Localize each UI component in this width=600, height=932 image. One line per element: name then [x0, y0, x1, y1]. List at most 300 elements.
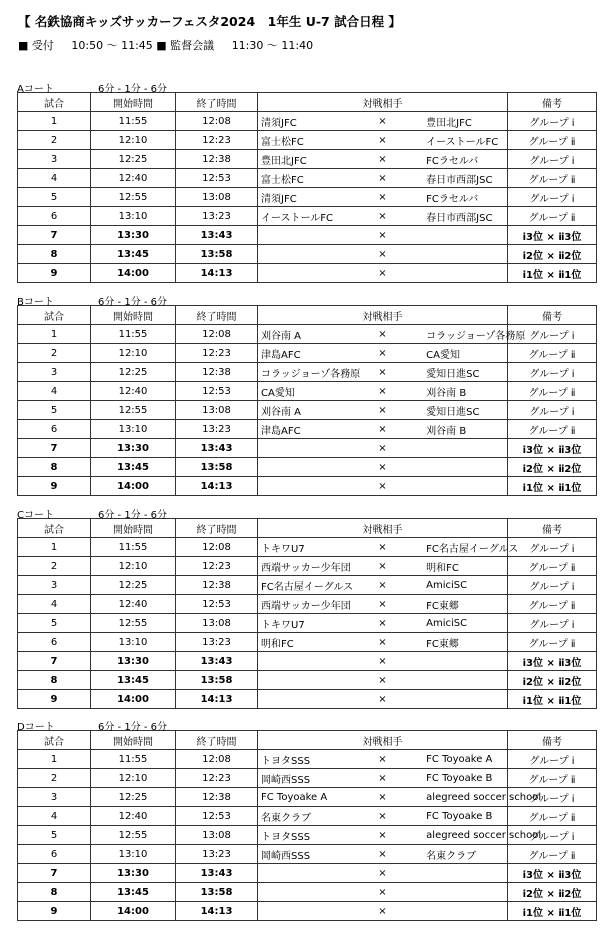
end-time: 12:08	[176, 325, 258, 344]
match-number: 8	[18, 245, 91, 264]
start-time: 12:40	[91, 595, 176, 614]
table-row	[18, 245, 597, 264]
match-number: 1	[18, 750, 91, 769]
table-row	[18, 671, 597, 690]
match-number: 6	[18, 633, 91, 652]
court-heading	[17, 80, 597, 95]
end-time: 13:08	[176, 401, 258, 420]
versus-mark: ×	[341, 169, 424, 188]
start-time: 12:55	[91, 826, 176, 845]
table-row	[18, 188, 597, 207]
versus-mark: ×	[341, 264, 424, 283]
header-notes: 備考	[508, 306, 597, 325]
versus-mark: ×	[341, 477, 424, 496]
table-row	[18, 226, 597, 245]
end-time: 13:43	[176, 226, 258, 245]
versus-mark: ×	[341, 207, 424, 226]
away-team	[424, 264, 507, 283]
match-number: 9	[18, 902, 91, 921]
match-number: 4	[18, 595, 91, 614]
start-time: 13:45	[91, 458, 176, 477]
end-time: 13:43	[176, 652, 258, 671]
home-team: 清須JFC	[258, 112, 341, 131]
start-time: 14:00	[91, 477, 176, 496]
end-time: 13:58	[176, 671, 258, 690]
court-format: 6分 - 1分 - 6分	[98, 84, 168, 95]
note-cell: グループ ⅱ	[508, 769, 597, 788]
home-team: FC名古屋イーグルス	[258, 576, 341, 595]
versus-mark: ×	[341, 420, 424, 439]
home-team	[258, 458, 341, 477]
note-cell: グループ ⅰ	[508, 788, 597, 807]
away-team	[424, 439, 507, 458]
versus-mark: ×	[341, 769, 424, 788]
away-team: 春日市西部JSC	[424, 207, 507, 226]
note-cell: ⅰ3位 × ⅱ3位	[508, 226, 597, 245]
away-team: 名東クラブ	[424, 845, 507, 864]
match-number: 9	[18, 477, 91, 496]
versus-mark: ×	[341, 690, 424, 709]
start-time: 12:25	[91, 788, 176, 807]
table-row	[18, 131, 597, 150]
table-row	[18, 826, 597, 845]
table-row	[18, 458, 597, 477]
home-team: 西端サッカー少年団	[258, 557, 341, 576]
away-team: 明和FC	[424, 557, 507, 576]
table-row	[18, 344, 597, 363]
start-time: 13:30	[91, 439, 176, 458]
end-time: 14:13	[176, 690, 258, 709]
note-cell: グループ ⅰ	[508, 188, 597, 207]
away-team: 刈谷南 B	[424, 382, 507, 401]
away-team	[424, 671, 507, 690]
end-time: 13:43	[176, 439, 258, 458]
start-time: 12:55	[91, 188, 176, 207]
note-cell: グループ ⅱ	[508, 382, 597, 401]
table-row	[18, 883, 597, 902]
match-number: 3	[18, 788, 91, 807]
versus-mark: ×	[341, 382, 424, 401]
start-time: 12:40	[91, 169, 176, 188]
home-team: 津島AFC	[258, 344, 341, 363]
note-cell: グループ ⅰ	[508, 112, 597, 131]
schedule-table	[17, 518, 597, 709]
away-team	[424, 226, 507, 245]
header-row	[18, 731, 597, 750]
note-cell: ⅰ1位 × ⅱ1位	[508, 264, 597, 283]
header-notes: 備考	[508, 731, 597, 750]
match-number: 8	[18, 671, 91, 690]
table-row	[18, 595, 597, 614]
away-team: AmiciSC	[424, 614, 507, 633]
end-time: 12:53	[176, 807, 258, 826]
note-cell: グループ ⅰ	[508, 363, 597, 382]
end-time: 13:08	[176, 614, 258, 633]
header-opponents: 対戦相手	[258, 519, 508, 538]
start-time: 12:10	[91, 344, 176, 363]
reception-label: ■ 受付	[18, 39, 54, 52]
match-number: 2	[18, 769, 91, 788]
home-team: イーストールFC	[258, 207, 341, 226]
versus-mark: ×	[341, 131, 424, 150]
match-number: 8	[18, 883, 91, 902]
court-name: Cコート	[17, 510, 54, 521]
note-cell: グループ ⅱ	[508, 131, 597, 150]
schedule-table	[17, 92, 597, 283]
court-name: Bコート	[17, 297, 54, 308]
table-row	[18, 325, 597, 344]
start-time: 11:55	[91, 538, 176, 557]
home-team	[258, 864, 341, 883]
court-section	[17, 80, 597, 283]
table-row	[18, 207, 597, 226]
home-team: 清須JFC	[258, 188, 341, 207]
note-cell: ⅰ1位 × ⅱ1位	[508, 902, 597, 921]
table-row	[18, 169, 597, 188]
end-time: 13:23	[176, 633, 258, 652]
end-time: 14:13	[176, 902, 258, 921]
start-time: 11:55	[91, 112, 176, 131]
header-notes: 備考	[508, 519, 597, 538]
start-time: 12:25	[91, 150, 176, 169]
end-time: 13:23	[176, 207, 258, 226]
away-team	[424, 245, 507, 264]
away-team: コラッジョーゾ各務原	[424, 325, 507, 344]
away-team: FC東郷	[424, 633, 507, 652]
header-match-no: 試合	[18, 306, 91, 325]
versus-mark: ×	[341, 112, 424, 131]
note-cell: ⅰ2位 × ⅱ2位	[508, 883, 597, 902]
match-number: 7	[18, 864, 91, 883]
header-notes: 備考	[508, 93, 597, 112]
note-cell: グループ ⅰ	[508, 750, 597, 769]
page-title: 【 名鉄協商キッズサッカーフェスタ2024 1年生 U-7 試合日程 】	[18, 14, 401, 29]
court-format: 6分 - 1分 - 6分	[98, 297, 168, 308]
away-team: alegreed soccer school	[424, 788, 507, 807]
start-time: 12:25	[91, 576, 176, 595]
meeting-label: ■ 監督会議	[156, 39, 215, 52]
versus-mark: ×	[341, 245, 424, 264]
match-number: 7	[18, 439, 91, 458]
match-number: 1	[18, 325, 91, 344]
end-time: 12:23	[176, 769, 258, 788]
away-team: FCラセルバ	[424, 150, 507, 169]
note-cell: グループ ⅱ	[508, 344, 597, 363]
home-team: FC Toyoake A	[258, 788, 341, 807]
match-number: 2	[18, 131, 91, 150]
schedule-table	[17, 305, 597, 496]
note-cell: グループ ⅰ	[508, 576, 597, 595]
end-time: 13:58	[176, 245, 258, 264]
home-team	[258, 652, 341, 671]
note-cell: ⅰ2位 × ⅱ2位	[508, 458, 597, 477]
header-opponents: 対戦相手	[258, 731, 508, 750]
home-team: 名東クラブ	[258, 807, 341, 826]
table-row	[18, 902, 597, 921]
start-time: 13:10	[91, 207, 176, 226]
home-team: トヨタSSS	[258, 826, 341, 845]
match-number: 2	[18, 344, 91, 363]
end-time: 12:38	[176, 150, 258, 169]
away-team: イーストールFC	[424, 131, 507, 150]
start-time: 13:10	[91, 633, 176, 652]
home-team: トキワU7	[258, 614, 341, 633]
away-team: 刈谷南 B	[424, 420, 507, 439]
match-number: 5	[18, 614, 91, 633]
note-cell: ⅰ3位 × ⅱ3位	[508, 864, 597, 883]
versus-mark: ×	[341, 750, 424, 769]
away-team: alegreed soccer school	[424, 826, 507, 845]
versus-mark: ×	[341, 614, 424, 633]
header-start-time: 開始時間	[91, 306, 176, 325]
end-time: 13:08	[176, 188, 258, 207]
match-number: 5	[18, 188, 91, 207]
info-line	[18, 37, 313, 53]
table-row	[18, 420, 597, 439]
away-team	[424, 652, 507, 671]
home-team: トキワU7	[258, 538, 341, 557]
header-start-time: 開始時間	[91, 93, 176, 112]
court-heading	[17, 293, 597, 308]
note-cell: ⅰ3位 × ⅱ3位	[508, 652, 597, 671]
start-time: 12:55	[91, 401, 176, 420]
table-row	[18, 769, 597, 788]
match-number: 6	[18, 207, 91, 226]
court-heading	[17, 506, 597, 521]
end-time: 12:23	[176, 131, 258, 150]
home-team: トヨタSSS	[258, 750, 341, 769]
note-cell: グループ ⅱ	[508, 595, 597, 614]
start-time: 13:45	[91, 671, 176, 690]
start-time: 13:45	[91, 245, 176, 264]
end-time: 12:23	[176, 344, 258, 363]
home-team: 刈谷南 A	[258, 325, 341, 344]
start-time: 11:55	[91, 325, 176, 344]
versus-mark: ×	[341, 458, 424, 477]
table-row	[18, 750, 597, 769]
away-team	[424, 883, 507, 902]
away-team	[424, 458, 507, 477]
end-time: 12:08	[176, 538, 258, 557]
home-team	[258, 883, 341, 902]
home-team: 岡崎西SSS	[258, 845, 341, 864]
court-section	[17, 506, 597, 709]
note-cell: グループ ⅰ	[508, 325, 597, 344]
end-time: 12:53	[176, 169, 258, 188]
start-time: 12:10	[91, 131, 176, 150]
end-time: 13:23	[176, 420, 258, 439]
away-team	[424, 690, 507, 709]
start-time: 12:40	[91, 382, 176, 401]
match-number: 9	[18, 264, 91, 283]
match-number: 4	[18, 382, 91, 401]
header-row	[18, 519, 597, 538]
home-team: 刈谷南 A	[258, 401, 341, 420]
home-team	[258, 264, 341, 283]
table-row	[18, 439, 597, 458]
versus-mark: ×	[341, 344, 424, 363]
end-time: 12:23	[176, 557, 258, 576]
table-row	[18, 150, 597, 169]
table-row	[18, 401, 597, 420]
match-number: 2	[18, 557, 91, 576]
home-team: 明和FC	[258, 633, 341, 652]
start-time: 13:30	[91, 652, 176, 671]
start-time: 12:25	[91, 363, 176, 382]
court-name: Dコート	[17, 722, 55, 733]
note-cell: ⅰ2位 × ⅱ2位	[508, 245, 597, 264]
court-format: 6分 - 1分 - 6分	[98, 722, 168, 733]
home-team	[258, 477, 341, 496]
note-cell: ⅰ1位 × ⅱ1位	[508, 477, 597, 496]
home-team: 富士松FC	[258, 131, 341, 150]
versus-mark: ×	[341, 325, 424, 344]
versus-mark: ×	[341, 788, 424, 807]
table-row	[18, 382, 597, 401]
match-number: 5	[18, 401, 91, 420]
end-time: 12:38	[176, 576, 258, 595]
start-time: 12:10	[91, 769, 176, 788]
start-time: 12:40	[91, 807, 176, 826]
match-number: 7	[18, 226, 91, 245]
start-time: 13:10	[91, 845, 176, 864]
end-time: 14:13	[176, 264, 258, 283]
note-cell: グループ ⅰ	[508, 150, 597, 169]
note-cell: グループ ⅰ	[508, 401, 597, 420]
table-row	[18, 614, 597, 633]
away-team: FC名古屋イーグルス	[424, 538, 507, 557]
end-time: 12:53	[176, 382, 258, 401]
schedule-table	[17, 730, 597, 921]
match-number: 1	[18, 112, 91, 131]
home-team: 豊田北JFC	[258, 150, 341, 169]
away-team: 豊田北JFC	[424, 112, 507, 131]
home-team: 岡崎西SSS	[258, 769, 341, 788]
match-number: 4	[18, 807, 91, 826]
away-team: FC Toyoake A	[424, 750, 507, 769]
court-section	[17, 718, 597, 921]
versus-mark: ×	[341, 845, 424, 864]
away-team: FCラセルバ	[424, 188, 507, 207]
header-match-no: 試合	[18, 731, 91, 750]
home-team: 津島AFC	[258, 420, 341, 439]
start-time: 14:00	[91, 264, 176, 283]
header-end-time: 終了時間	[176, 519, 258, 538]
court-name: Aコート	[17, 84, 54, 95]
match-number: 1	[18, 538, 91, 557]
start-time: 12:55	[91, 614, 176, 633]
home-team: 富士松FC	[258, 169, 341, 188]
header-opponents: 対戦相手	[258, 306, 508, 325]
versus-mark: ×	[341, 671, 424, 690]
start-time: 12:10	[91, 557, 176, 576]
header-end-time: 終了時間	[176, 731, 258, 750]
end-time: 13:58	[176, 458, 258, 477]
versus-mark: ×	[341, 363, 424, 382]
end-time: 12:38	[176, 363, 258, 382]
versus-mark: ×	[341, 902, 424, 921]
versus-mark: ×	[341, 557, 424, 576]
home-team	[258, 245, 341, 264]
away-team: 愛知日進SC	[424, 401, 507, 420]
versus-mark: ×	[341, 401, 424, 420]
table-row	[18, 633, 597, 652]
versus-mark: ×	[341, 595, 424, 614]
table-row	[18, 807, 597, 826]
header-start-time: 開始時間	[91, 519, 176, 538]
note-cell: グループ ⅱ	[508, 207, 597, 226]
start-time: 13:30	[91, 226, 176, 245]
away-team: FC Toyoake B	[424, 769, 507, 788]
start-time: 13:30	[91, 864, 176, 883]
versus-mark: ×	[341, 538, 424, 557]
end-time: 13:23	[176, 845, 258, 864]
versus-mark: ×	[341, 633, 424, 652]
table-row	[18, 788, 597, 807]
court-heading	[17, 718, 597, 733]
table-row	[18, 864, 597, 883]
home-team	[258, 671, 341, 690]
match-number: 4	[18, 169, 91, 188]
note-cell: ⅰ2位 × ⅱ2位	[508, 671, 597, 690]
versus-mark: ×	[341, 226, 424, 245]
home-team: 西端サッカー少年団	[258, 595, 341, 614]
end-time: 14:13	[176, 477, 258, 496]
start-time: 14:00	[91, 902, 176, 921]
table-row	[18, 264, 597, 283]
header-match-no: 試合	[18, 519, 91, 538]
table-row	[18, 690, 597, 709]
header-row	[18, 93, 597, 112]
note-cell: グループ ⅱ	[508, 420, 597, 439]
court-section	[17, 293, 597, 496]
away-team	[424, 864, 507, 883]
end-time: 12:08	[176, 750, 258, 769]
match-number: 5	[18, 826, 91, 845]
end-time: 13:08	[176, 826, 258, 845]
table-row	[18, 557, 597, 576]
note-cell: グループ ⅰ	[508, 614, 597, 633]
note-cell: グループ ⅰ	[508, 826, 597, 845]
table-row	[18, 576, 597, 595]
versus-mark: ×	[341, 883, 424, 902]
match-number: 9	[18, 690, 91, 709]
match-number: 6	[18, 420, 91, 439]
note-cell: グループ ⅰ	[508, 538, 597, 557]
home-team	[258, 902, 341, 921]
table-row	[18, 477, 597, 496]
match-number: 7	[18, 652, 91, 671]
header-opponents: 対戦相手	[258, 93, 508, 112]
note-cell: グループ ⅱ	[508, 845, 597, 864]
match-number: 3	[18, 363, 91, 382]
away-team: FC東郷	[424, 595, 507, 614]
end-time: 13:43	[176, 864, 258, 883]
start-time: 11:55	[91, 750, 176, 769]
table-row	[18, 112, 597, 131]
header-start-time: 開始時間	[91, 731, 176, 750]
table-row	[18, 538, 597, 557]
court-format: 6分 - 1分 - 6分	[98, 510, 168, 521]
away-team: AmiciSC	[424, 576, 507, 595]
versus-mark: ×	[341, 652, 424, 671]
table-row	[18, 363, 597, 382]
start-time: 14:00	[91, 690, 176, 709]
home-team	[258, 439, 341, 458]
versus-mark: ×	[341, 864, 424, 883]
versus-mark: ×	[341, 826, 424, 845]
start-time: 13:45	[91, 883, 176, 902]
